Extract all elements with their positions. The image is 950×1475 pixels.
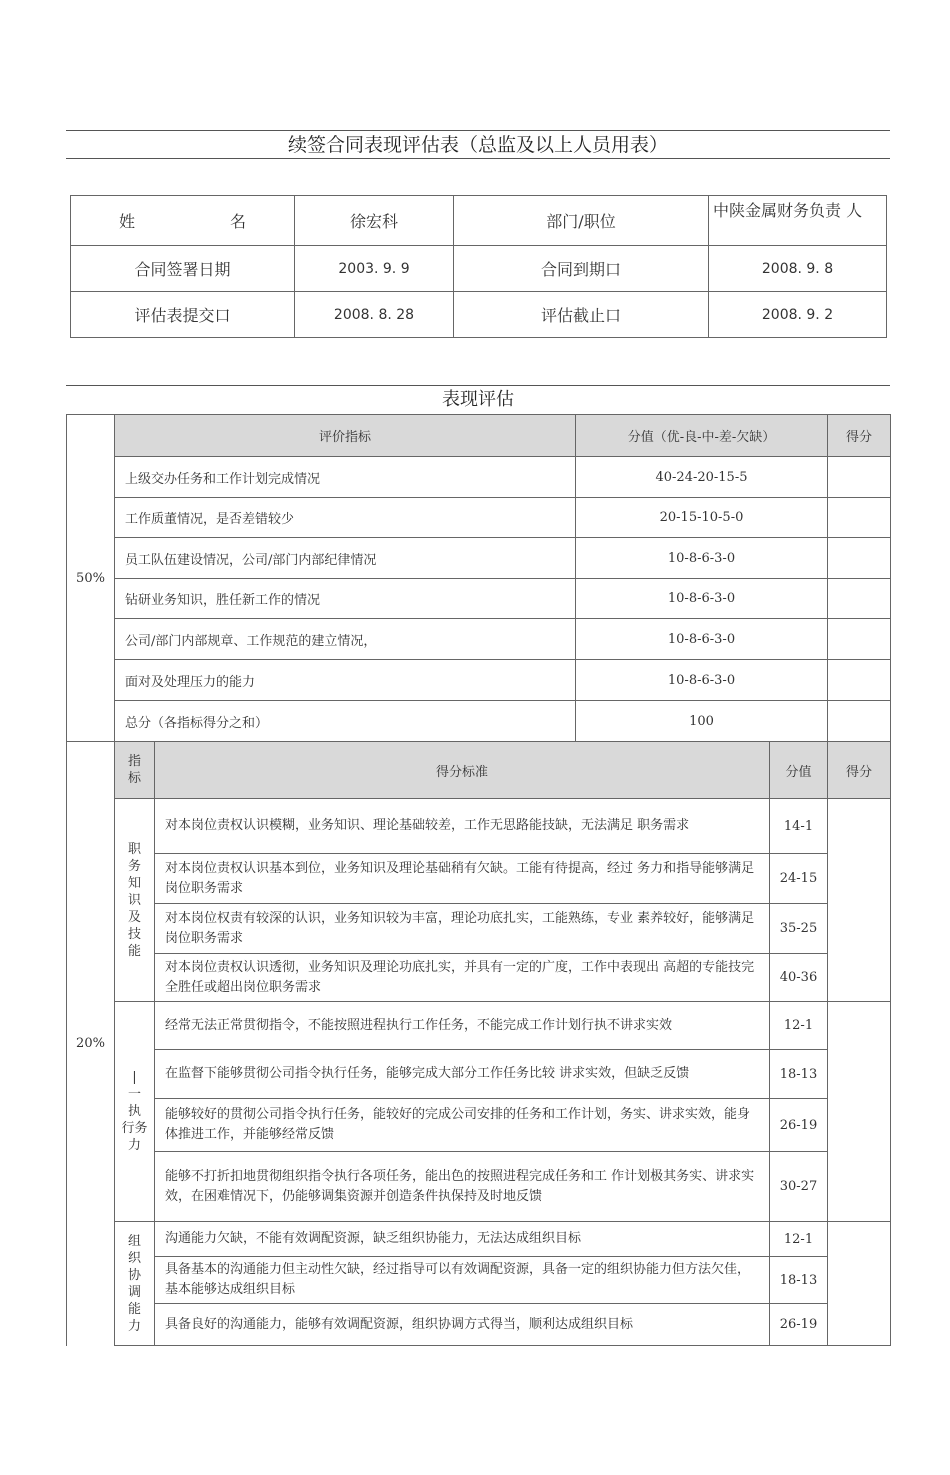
section-title: 表现评估 xyxy=(442,389,514,410)
dept-label: 部门/职位 xyxy=(454,196,709,246)
standard-value: 12-1 xyxy=(770,1222,828,1257)
section-rule xyxy=(66,385,890,386)
standard-text: 对本岗位责权认识透彻，业务知识及理论功底扎实，并具有一定的广度，工作中表现出 高超的专能技完全胜任或超出岗位职务需求 xyxy=(155,954,770,1002)
standard-value: 18-13 xyxy=(770,1050,828,1099)
sign-date-value: 2003. 9. 9 xyxy=(295,246,454,292)
part1-range: 10-8-6-3-0 xyxy=(576,538,828,579)
standard-text: 对本岗位权责有较深的认识，业务知识较为丰富，理论功底扎实，工能熟练，专业 素养较好，能够满足岗位职务需求 xyxy=(155,904,770,954)
part2-header-standard: 得分标准 xyxy=(155,742,770,799)
part2-header-value: 分值 xyxy=(770,742,828,799)
group-label-execution: | 一 执 行务 力 xyxy=(115,1002,155,1222)
sign-date-label: 合同签署日期 xyxy=(71,246,295,292)
part1-total-value: 100 xyxy=(576,701,828,742)
part1-score-cell[interactable] xyxy=(828,538,891,579)
standard-value: 35-25 xyxy=(770,904,828,954)
standard-text: 能够不打折扣地贯彻组织指令执行各项任务，能出色的按照进程完成任务和工 作计划极其务实、讲求实效，在困难情况下，仍能够调集资源并创造条件执保持及时地反馈 xyxy=(155,1152,770,1222)
expire-label: 合同到期口 xyxy=(454,246,709,292)
part1-score-cell[interactable] xyxy=(828,498,891,538)
standard-value: 30-27 xyxy=(770,1152,828,1222)
part1-range: 20-15-10-5-0 xyxy=(576,498,828,538)
part1-item: 上级交办任务和工作计划完成情况 xyxy=(115,457,576,498)
standard-text: 经常无法正常贯彻指令，不能按照进程执行工作任务，不能完成工作计划行执不讲求实效 xyxy=(155,1002,770,1050)
part1-total-label: 总分（各指标得分之和） xyxy=(115,701,576,742)
name-label xyxy=(71,196,295,246)
deadline-value: 2008. 9. 2 xyxy=(709,292,887,338)
part1-total-score-cell[interactable] xyxy=(828,701,891,742)
title-rule-bottom xyxy=(66,158,890,159)
performance-table-part2 xyxy=(66,741,891,1346)
standard-text: 能够较好的贯彻公司指令执行任务，能较好的完成公司安排的任务和工作计划，务实、讲求实效，能身体推进工作，并能够经常反馈 xyxy=(155,1099,770,1152)
part1-header-indicator: 评价指标 xyxy=(115,415,576,457)
group-label-knowledge-skill: 职 务 知 识 及 技 能 xyxy=(115,799,155,1002)
part1-item: 员工队伍建设情况，公司/部门内部纪律情况 xyxy=(115,538,576,579)
part1-header-range: 分值（优-良-中-差-欠缺） xyxy=(576,415,828,457)
part1-range: 10-8-6-3-0 xyxy=(576,579,828,619)
title-rule-top xyxy=(66,130,890,131)
submit-value: 2008. 8. 28 xyxy=(295,292,454,338)
standard-value: 26-19 xyxy=(770,1304,828,1346)
part1-range: 40-24-20-15-5 xyxy=(576,457,828,498)
part1-range: 10-8-6-3-0 xyxy=(576,619,828,660)
standard-text: 对本岗位责权认识模糊，业务知识、理论基础较差，工作无思路能技缺，无法满足 职务需求 xyxy=(155,799,770,854)
employee-info-table xyxy=(70,195,887,338)
part1-item: 面对及处理压力的能力 xyxy=(115,660,576,701)
standard-value: 40-36 xyxy=(770,954,828,1002)
name-value: 徐宏科 xyxy=(295,196,454,246)
part1-score-cell[interactable] xyxy=(828,660,891,701)
part1-range: 10-8-6-3-0 xyxy=(576,660,828,701)
part2-header-indicator: 指 标 xyxy=(115,742,155,799)
standard-value: 24-15 xyxy=(770,854,828,904)
group2-score-cell[interactable] xyxy=(828,1002,891,1222)
part1-item: 公司/部门内部规章、工作规范的建立情况， xyxy=(115,619,576,660)
standard-text: 具备基本的沟通能力但主动性欠缺，经过指导可以有效调配资源，具备一定的组织协能力但方法欠佳，基本能够达成组织目标 xyxy=(155,1257,770,1304)
part1-score-cell[interactable] xyxy=(828,457,891,498)
standard-value: 12-1 xyxy=(770,1002,828,1050)
standard-text: 在监督下能够贯彻公司指令执行任务，能够完成大部分工作任务比较 讲求实效，但缺乏反馈 xyxy=(155,1050,770,1099)
name-label-char-2: 名 xyxy=(229,212,246,231)
expire-value: 2008. 9. 8 xyxy=(709,246,887,292)
group-label-coordination: 组 织 协 调 能 力 xyxy=(115,1222,155,1346)
name-label-char-1: 姓 xyxy=(119,212,136,231)
group1-score-cell[interactable] xyxy=(828,799,891,1002)
part1-weight: 50% xyxy=(67,415,115,742)
dept-value: 中陕金属财务负责 人 xyxy=(709,196,887,246)
standard-text: 具备良好的沟通能力，能够有效调配资源，组织协调方式得当，顺利达成组织目标 xyxy=(155,1304,770,1346)
group3-score-cell[interactable] xyxy=(828,1222,891,1346)
part2-header-score: 得分 xyxy=(828,742,891,799)
standard-value: 14-1 xyxy=(770,799,828,854)
submit-label: 评估表提交口 xyxy=(71,292,295,338)
part1-item: 钻研业务知识，胜任新工作的情况 xyxy=(115,579,576,619)
page-title: 续签合同表现评估表（总监及以上人员用表） xyxy=(287,134,668,156)
part1-header-score: 得分 xyxy=(828,415,891,457)
standard-value: 18-13 xyxy=(770,1257,828,1304)
part1-score-cell[interactable] xyxy=(828,619,891,660)
standard-text: 沟通能力欠缺，不能有效调配资源，缺乏组织协能力，无法达成组织目标 xyxy=(155,1222,770,1257)
part2-weight: 20% xyxy=(67,742,115,1346)
standard-text: 对本岗位责权认识基本到位，业务知识及理论基础稍有欠缺。工能有待提高，经过 务力和指导能够满足岗位职务需求 xyxy=(155,854,770,904)
performance-table-part1 xyxy=(66,414,891,742)
deadline-label: 评估截止口 xyxy=(454,292,709,338)
standard-value: 26-19 xyxy=(770,1099,828,1152)
part1-item: 工作质董情况，是否差错较少 xyxy=(115,498,576,538)
part1-score-cell[interactable] xyxy=(828,579,891,619)
